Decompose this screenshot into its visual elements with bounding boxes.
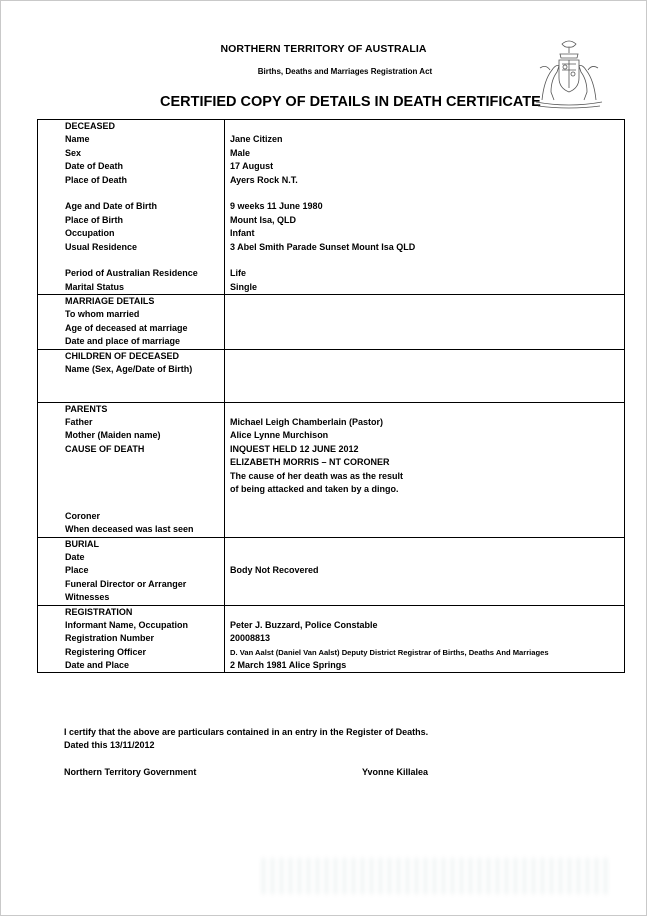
marital-status-label: Marital Status bbox=[65, 281, 125, 292]
marriage-section bbox=[38, 295, 625, 350]
coroner-label: Coroner bbox=[65, 510, 101, 521]
coat-of-arms-icon bbox=[532, 38, 606, 112]
place-of-birth-label: Place of Birth bbox=[65, 214, 124, 225]
period-residence-value: Life bbox=[230, 268, 247, 279]
children-heading: CHILDREN OF DECEASED bbox=[65, 350, 180, 361]
burial-date-label: Date bbox=[65, 551, 85, 562]
period-residence-label: Period of Australian Residence bbox=[65, 268, 198, 279]
place-of-birth-value: Mount Isa, QLD bbox=[230, 214, 296, 225]
age-at-marriage-label: Age of deceased at marriage bbox=[65, 322, 188, 333]
certificate-table bbox=[37, 119, 625, 673]
children-name-label: Name (Sex, Age/Date of Birth) bbox=[65, 364, 193, 375]
cause-of-death-label: CAUSE OF DEATH bbox=[65, 443, 145, 454]
government-name: Northern Territory Government bbox=[64, 767, 197, 777]
usual-residence-value: 3 Abel Smith Parade Sunset Mount Isa QLD bbox=[230, 241, 416, 252]
registering-officer-value: D. Van Aalst (Daniel Van Aalst) Deputy District Registrar of Births, Deaths And Marriages bbox=[230, 647, 549, 657]
name-value: Jane Citizen bbox=[230, 134, 283, 145]
mother-label: Mother (Maiden name) bbox=[65, 430, 161, 441]
cause-line: INQUEST HELD 12 JUNE 2012 bbox=[230, 443, 359, 454]
registration-date-place-label: Date and Place bbox=[65, 660, 130, 671]
registration-heading: REGISTRATION bbox=[65, 606, 133, 617]
certification-statement: I certify that the above are particulars contained in an entry in the Register of Deaths. bbox=[64, 727, 429, 737]
burial-place-label: Place bbox=[65, 565, 89, 576]
father-label: Father bbox=[65, 417, 93, 428]
deceased-section bbox=[38, 120, 625, 295]
age-dob-value: 9 weeks 11 June 1980 bbox=[230, 201, 323, 212]
signatory-name: Yvonne Killalea bbox=[362, 767, 429, 777]
name-label: Name bbox=[65, 134, 90, 145]
place-of-death-label: Place of Death bbox=[65, 174, 128, 185]
occupation-value: Infant bbox=[230, 228, 255, 239]
registration-number-value: 20008813 bbox=[230, 633, 271, 644]
dated-line: Dated this 13/11/2012 bbox=[64, 740, 155, 750]
scan-smudge bbox=[262, 858, 612, 894]
registering-officer-label: Registering Officer bbox=[65, 646, 147, 657]
registration-number-label: Registration Number bbox=[65, 633, 155, 644]
place-of-death-value: Ayers Rock N.T. bbox=[230, 174, 298, 185]
funeral-director-label: Funeral Director or Arranger bbox=[65, 578, 187, 589]
date-of-death-label: Date of Death bbox=[65, 161, 124, 172]
usual-residence-label: Usual Residence bbox=[65, 241, 138, 252]
sex-label: Sex bbox=[65, 147, 82, 158]
document-title: CERTIFIED COPY OF DETAILS IN DEATH CERTIFICATE bbox=[160, 94, 541, 110]
witnesses-label: Witnesses bbox=[65, 592, 110, 603]
mother-value: Alice Lynne Murchison bbox=[230, 430, 329, 441]
jurisdiction-heading: NORTHERN TERRITORY OF AUSTRALIA bbox=[220, 43, 427, 55]
burial-heading: BURIAL bbox=[65, 538, 99, 549]
informant-label: Informant Name, Occupation bbox=[65, 619, 189, 630]
marriage-date-place-label: Date and place of marriage bbox=[65, 336, 181, 347]
children-section bbox=[38, 349, 625, 402]
marriage-heading: MARRIAGE DETAILS bbox=[65, 296, 155, 307]
parents-heading: PARENTS bbox=[65, 403, 108, 414]
parents-section bbox=[38, 402, 625, 537]
registration-date-place-value: 2 March 1981 Alice Springs bbox=[230, 660, 347, 671]
father-value: Michael Leigh Chamberlain (Pastor) bbox=[230, 417, 384, 428]
registration-section bbox=[38, 605, 625, 673]
informant-value: Peter J. Buzzard, Police Constable bbox=[230, 619, 378, 630]
cause-line: ELIZABETH MORRIS – NT CORONER bbox=[230, 457, 390, 468]
last-seen-label: When deceased was last seen bbox=[65, 524, 194, 535]
act-subheading: Births, Deaths and Marriages Registration Act bbox=[257, 67, 433, 76]
sex-value: Male bbox=[230, 147, 251, 158]
occupation-label: Occupation bbox=[65, 228, 115, 239]
cause-line: of being attacked and taken by a dingo. bbox=[230, 483, 399, 494]
marital-status-value: Single bbox=[230, 281, 258, 292]
burial-section bbox=[38, 537, 625, 605]
burial-place-value: Body Not Recovered bbox=[230, 565, 319, 576]
cause-line: The cause of her death was as the result bbox=[230, 470, 404, 481]
date-of-death-value: 17 August bbox=[230, 161, 274, 172]
to-whom-married-label: To whom married bbox=[65, 309, 140, 320]
deceased-heading: DECEASED bbox=[65, 121, 116, 131]
age-dob-label: Age and Date of Birth bbox=[65, 201, 158, 212]
